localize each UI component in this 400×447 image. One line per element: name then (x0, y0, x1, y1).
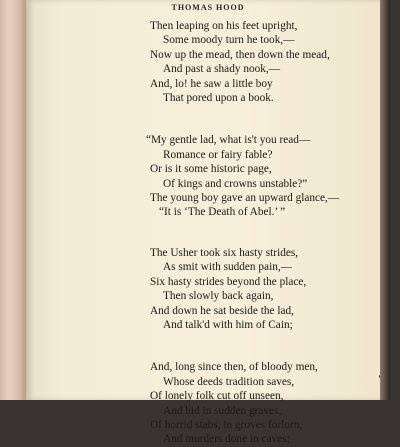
poem-line: And, long since then, of bloody men, (150, 361, 318, 374)
poem-line: Of horrid stabs, in groves forlorn, (150, 418, 303, 431)
poem-line: And, lo! he saw a little boy (150, 77, 273, 90)
poem-line: Of lonely folk cut off unseen, (150, 390, 284, 403)
poem-line: Of kings and crowns unstable?” (163, 177, 308, 190)
poem (146, 19, 340, 447)
poem-line: As smit with sudden pain,— (163, 261, 292, 274)
poem-line: Romance or fairy fable? (163, 148, 273, 161)
poem-line: Or is it some historic page, (150, 163, 272, 176)
poem-line: And down he sat beside the lad, (150, 304, 295, 317)
book-page-edges (0, 0, 26, 400)
poem-line: “It is ‘The Death of Abel.’ ” (159, 206, 286, 219)
poem-line: The young boy gave an upward glance,— (150, 192, 340, 205)
poem-line: The Usher took six hasty strides, (150, 246, 299, 259)
poem-line: Then leaping on his feet upright, (150, 20, 298, 32)
stanza-1 (150, 19, 339, 105)
stanza-4 (150, 360, 339, 446)
poem-line: Whose deeds tradition saves, (163, 375, 295, 388)
poem-line: Six hasty strides beyond the place, (150, 275, 307, 288)
poem-line: And hid in sudden graves, (163, 404, 282, 417)
poem-line: “My gentle lad, what is't you read— (146, 134, 311, 147)
poem-line: Then slowly back again, (163, 290, 274, 303)
poem-line: Some moody turn he took,— (163, 34, 295, 47)
book-page (26, 0, 390, 446)
poem-line: And past a shady nook,— (163, 63, 281, 76)
poem-line: And talk'd with him of Cain; (163, 318, 293, 331)
poem-line: And murders done in caves; (163, 433, 290, 446)
stanza-3 (150, 246, 339, 332)
page-shadow-edge (380, 0, 390, 400)
running-head: THOMAS HOOD (171, 3, 245, 12)
poem-line: That pored upon a book. (163, 92, 274, 105)
poem-line: Now up the mead, then down the mead, (150, 48, 330, 61)
stanza-2 (146, 133, 340, 219)
